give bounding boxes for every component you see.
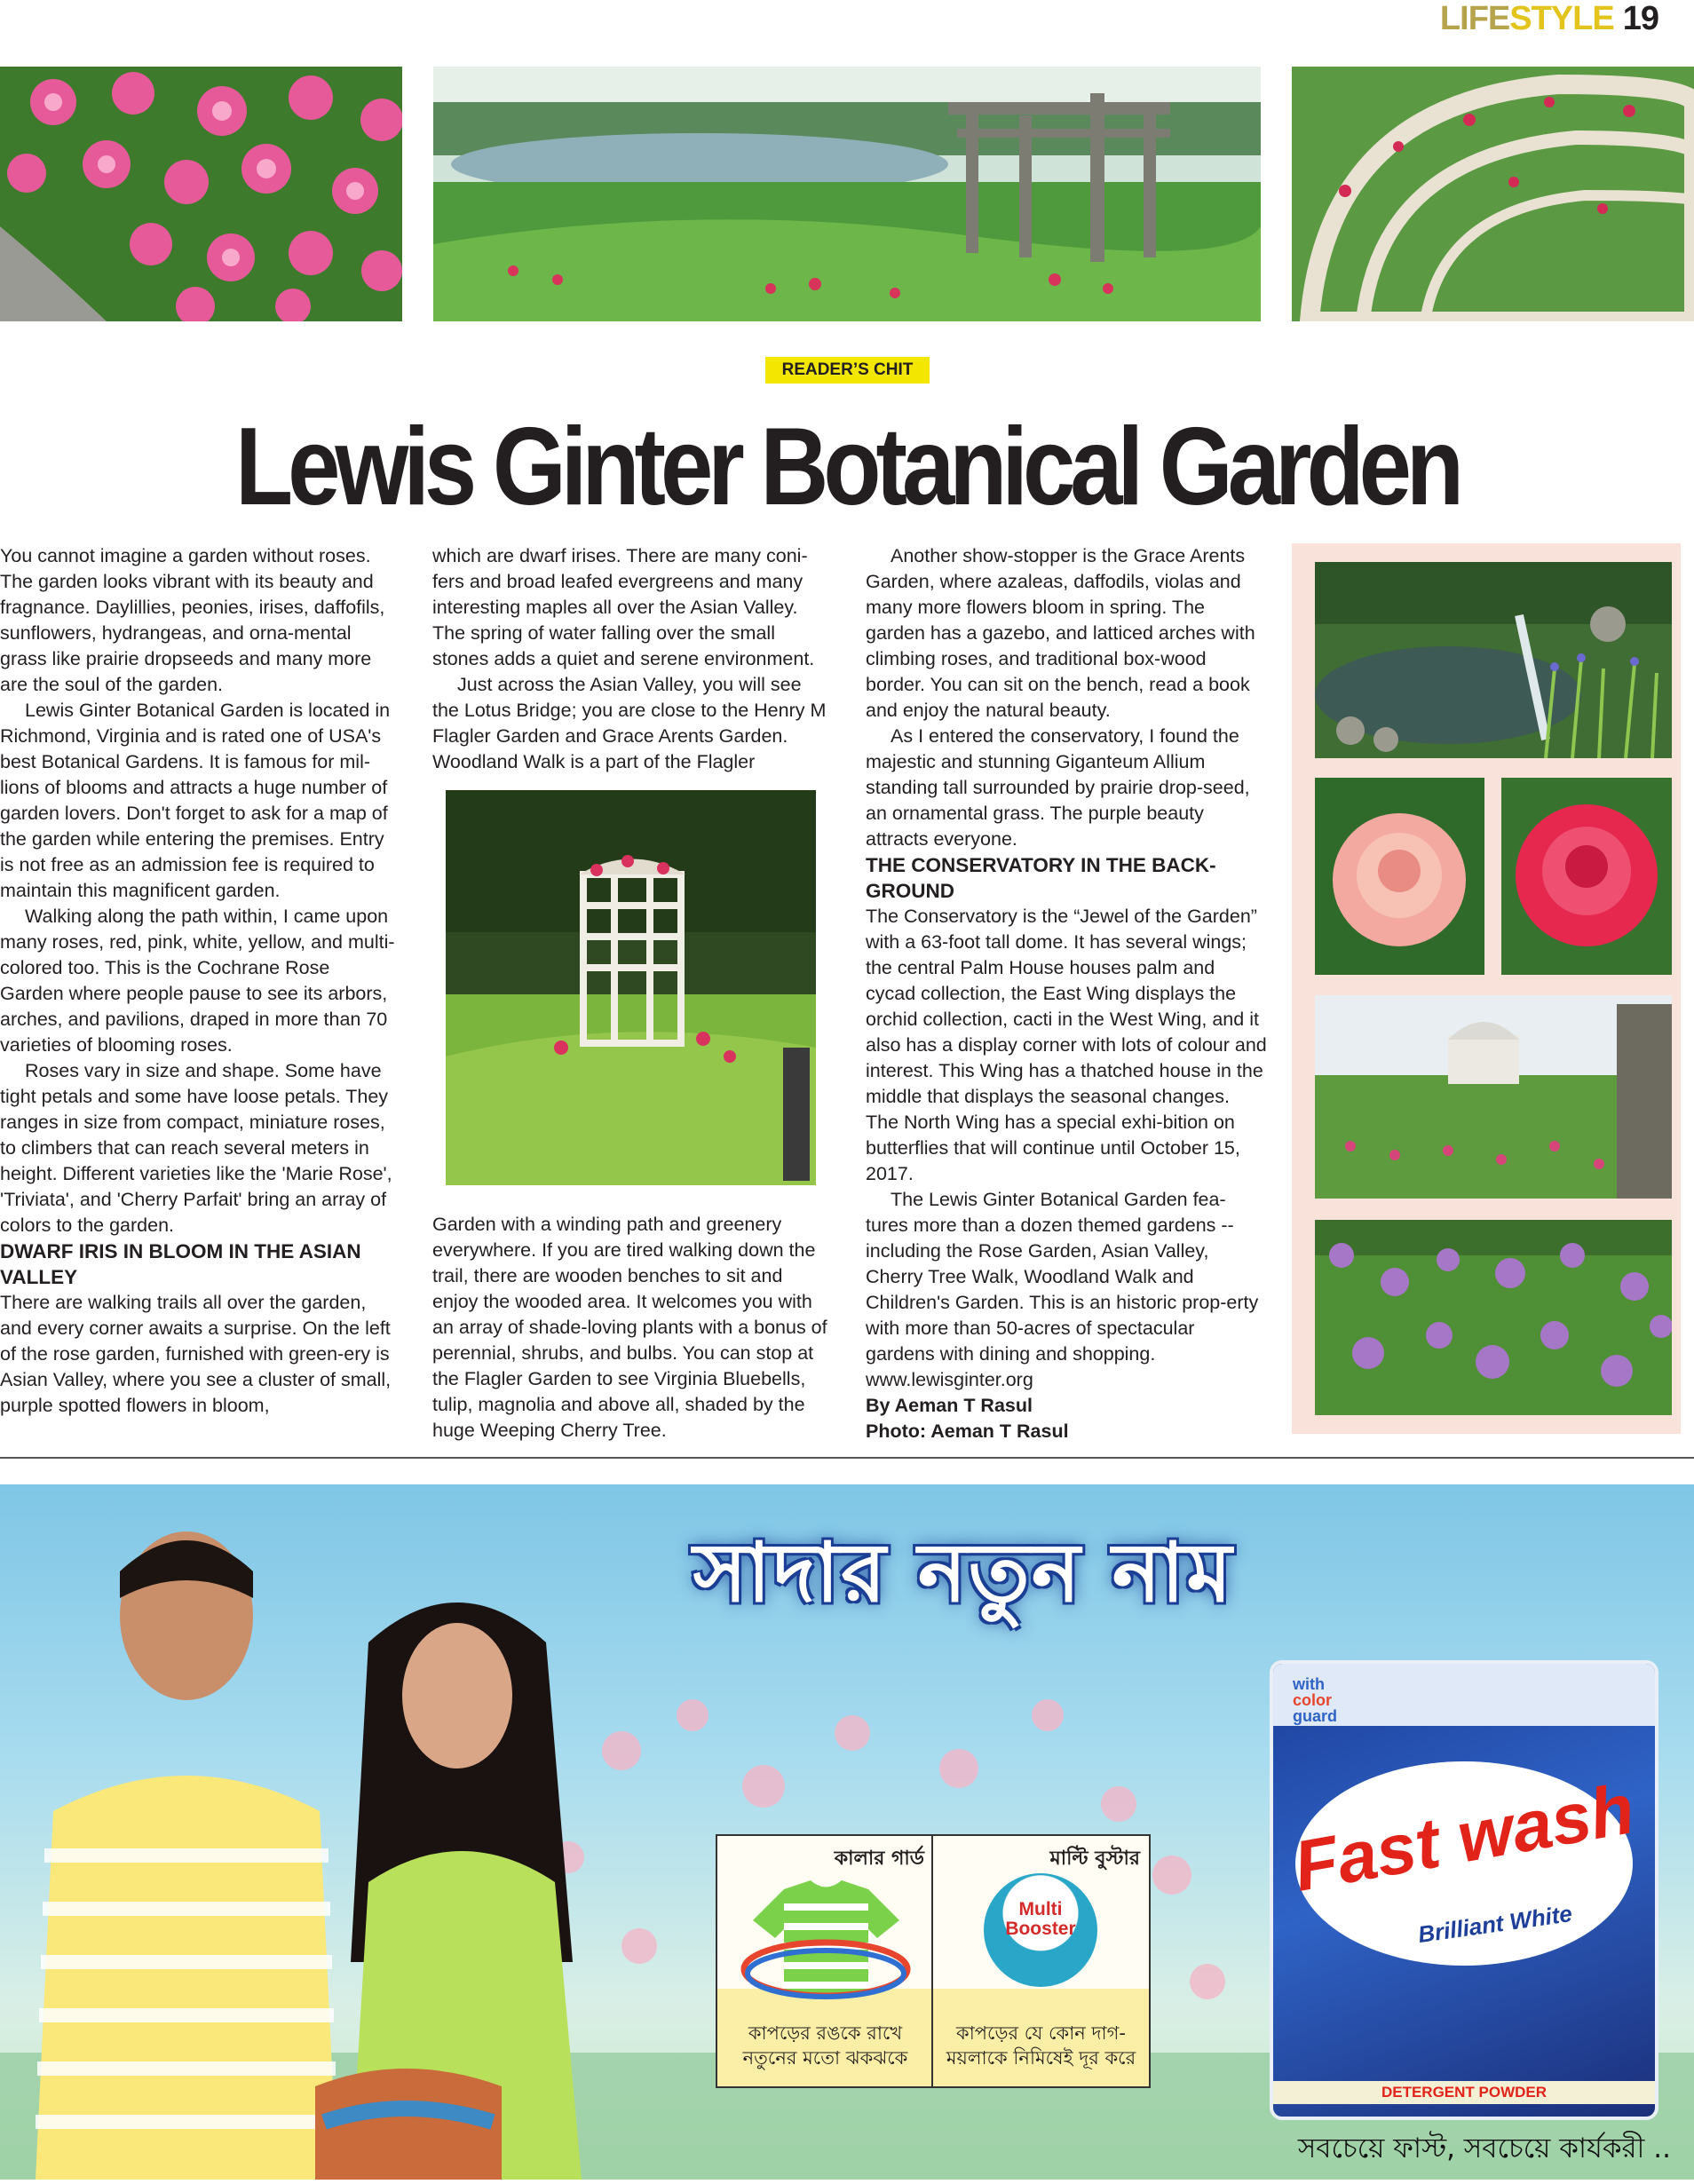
col1-paragraph: There are walking trails all over the garden, and every corner awaits a surprise. On the left of the rose garden, furnished with green-ery is Asian Valley, where you see a cluster of small, purple spotted flowers in bloom, xyxy=(0,1292,392,1416)
ad-tagline: সবচেয়ে ফাস্ট, সবচেয়ে কার্যকরী .. xyxy=(1297,2133,1671,2164)
col2-paragraph: which are dwarf irises. There are many coni-fers and broad leafed evergreens and many interesting maples all over the Asian Valley. The spring of water falling over the small stones adds a quiet and serene environment. xyxy=(432,545,815,669)
pack-badge-line: with xyxy=(1293,1675,1325,1693)
subhead-conservatory: THE CONSERVATORY IN THE BACK-GROUND xyxy=(866,854,1216,902)
pack-badge-line: color xyxy=(1293,1691,1333,1709)
website-url: www.lewisginter.org xyxy=(866,1369,1033,1390)
photo-peach-rose xyxy=(1315,778,1484,975)
col1-paragraph: Walking along the path within, I came upon many roses, red, pink, white, yellow, and multi-colored too. This is the Cochrane Rose Garden where people pause to see its arbors, arches, and pavilions, draped in more than 70 varieties of blooming roses. xyxy=(0,906,395,1056)
feature1-caption-line: কাপড়ের রঙকে রাখে xyxy=(748,2022,903,2044)
booster-ball-icon xyxy=(984,1873,1097,1987)
photo-rose-arches xyxy=(1292,67,1694,321)
feature1-label: কালার গার্ড xyxy=(834,1848,924,1870)
pack-type: DETERGENT POWDER xyxy=(1273,2081,1655,2104)
photo-white-gazebo xyxy=(446,790,816,1185)
article-column-1 xyxy=(0,543,397,1419)
article-headline: Lewis Ginter Botanical Garden xyxy=(234,406,1459,528)
col1-paragraph: You cannot imagine a garden without roses. The garden looks vibrant with its beauty and fragnance. Daylillies, peonies, irises, daffofils, sunflowers, hydrangeas, and orna-mental grass like prairie dropseeds and many more are the soul of the garden. xyxy=(0,545,385,695)
section-name-life: LIFE xyxy=(1439,0,1510,37)
pack-brand: Fast wash xyxy=(1287,1769,1641,1906)
photo-credit: Photo: Aeman T Rasul xyxy=(866,1420,1069,1442)
pack-badge-line: guard xyxy=(1293,1707,1338,1725)
ad-feature-color-guard xyxy=(716,1834,935,2088)
ad-model-man xyxy=(18,1518,337,2180)
striped-shirt-icon xyxy=(740,1871,913,2005)
photo-allium-field xyxy=(1315,1220,1672,1415)
photo-conservatory xyxy=(1315,995,1672,1199)
col1-paragraph: Roses vary in size and shape. Some have tight petals and some have loose petals. They ranges in size from compact, miniature roses, to climbers that can reach several meters in height. Different varieties like the 'Marie Rose', 'Triviata', and 'Cherry Parfait' bring an array of colors to the garden. xyxy=(0,1060,392,1236)
feature1-caption-line: নতুনের মতো ঝকঝকে xyxy=(742,2047,908,2069)
col3-paragraph: The Conservatory is the “Jewel of the Garden” with a 63-foot tall dome. It has several wings; the central Palm House houses palm and cycad collection, the East Wing displays the orchid collection, cacti in the West Wing, and it also has a display corner with lots of colour and interest. This Wing has a thatched house in the middle that displays the seasonal changes. The North Wing has a special exhi-bition on butterflies that will continue until October 15, 2017. xyxy=(866,906,1267,1184)
col3-paragraph: As I entered the conservatory, I found the majestic and stunning Giganteum Allium standing tall surrounded by prairie drop-seed, an ornamental grass. The purple beauty attracts everyone. xyxy=(866,725,1250,850)
booster-badge xyxy=(984,1900,1097,1939)
divider-rule xyxy=(0,1457,1694,1459)
page-number: 19 xyxy=(1622,0,1658,37)
photo-red-rose xyxy=(1501,778,1672,975)
feature2-caption-line: ময়লাকে নিমিষেই দূর করে xyxy=(946,2047,1136,2069)
article-column-2-top xyxy=(432,543,832,775)
photo-garden-pergola xyxy=(433,67,1261,321)
col2-paragraph: Just across the Asian Valley, you will see the Lotus Bridge; you are close to the Henry M Flagler Garden and Grace Arents Garden. Woodland Walk is a part of the Flagler xyxy=(432,674,827,772)
article-column-2-bottom xyxy=(432,1212,832,1444)
subhead-dwarf-iris: DWARF IRIS IN BLOOM IN THE ASIAN VALLEY xyxy=(0,1240,361,1288)
feature1-caption xyxy=(717,2021,933,2070)
feature2-label: মাল্টি বুস্টার xyxy=(1049,1848,1140,1870)
ad-feature-multi-booster xyxy=(931,1834,1151,2088)
kicker-label: READER’S CHIT xyxy=(765,357,930,384)
ad-model-woman xyxy=(315,1589,608,2180)
booster-badge-line: Multi xyxy=(1018,1899,1063,1919)
pack-color-guard-badge xyxy=(1293,1676,1337,1724)
section-name-style: STYLE xyxy=(1509,0,1614,37)
article-column-3 xyxy=(866,543,1267,1444)
photo-pond-waterfall xyxy=(1315,562,1672,758)
ad-headline: সাদার নতুন নাম xyxy=(693,1525,1234,1620)
feature2-caption-line: কাপড়ের যে কোন দাগ- xyxy=(956,2022,1126,2044)
col1-paragraph: Lewis Ginter Botanical Garden is located in Richmond, Virginia and is rated one of USA's best Botanical Gardens. It is famous for mil-lions of blooms and attracts a huge number of garden lovers. Don't forget to ask for a map of the garden while entering the premises. Entry is not free as an admission fee is required to maintain this magnificent garden. xyxy=(0,700,391,901)
photo-pink-roses xyxy=(0,67,402,321)
col3-paragraph: Another show-stopper is the Grace Arents Garden, where azaleas, daffodils, violas and many more flowers bloom in spring. The garden has a gazebo, and latticed arches with climbing roses, and traditional box-wood border. You can sit on the bench, read a book and enjoy the natural beauty. xyxy=(866,545,1255,721)
feature2-caption xyxy=(933,2021,1149,2070)
booster-badge-line: Booster xyxy=(1005,1919,1076,1939)
author-byline: By Aeman T Rasul xyxy=(866,1395,1033,1416)
section-header xyxy=(1440,0,1658,38)
pack-brand-sub: Brilliant White xyxy=(1416,1899,1574,1949)
col3-paragraph: The Lewis Ginter Botanical Garden fea-tures more than a dozen themed gardens -- including the Rose Garden, Asian Valley, Cherry Tree Walk, Woodland Walk and Children's Garden. This is an historic prop-erty with more than 50-acres of spectacular gardens with dining and shopping. xyxy=(866,1189,1259,1365)
col2-paragraph: Garden with a winding path and greenery everywhere. If you are tired walking down the trail, there are wooden benches to sit and enjoy the wooded area. It welcomes you with an array of shade-loving plants with a bonus of perennial, shrubs, and bulbs. You can stop at the Flagler Garden to see Virginia Bluebells, tulip, magnolia and above all, shaded by the huge Weeping Cherry Tree. xyxy=(432,1214,827,1441)
detergent-pack xyxy=(1270,1660,1658,2120)
